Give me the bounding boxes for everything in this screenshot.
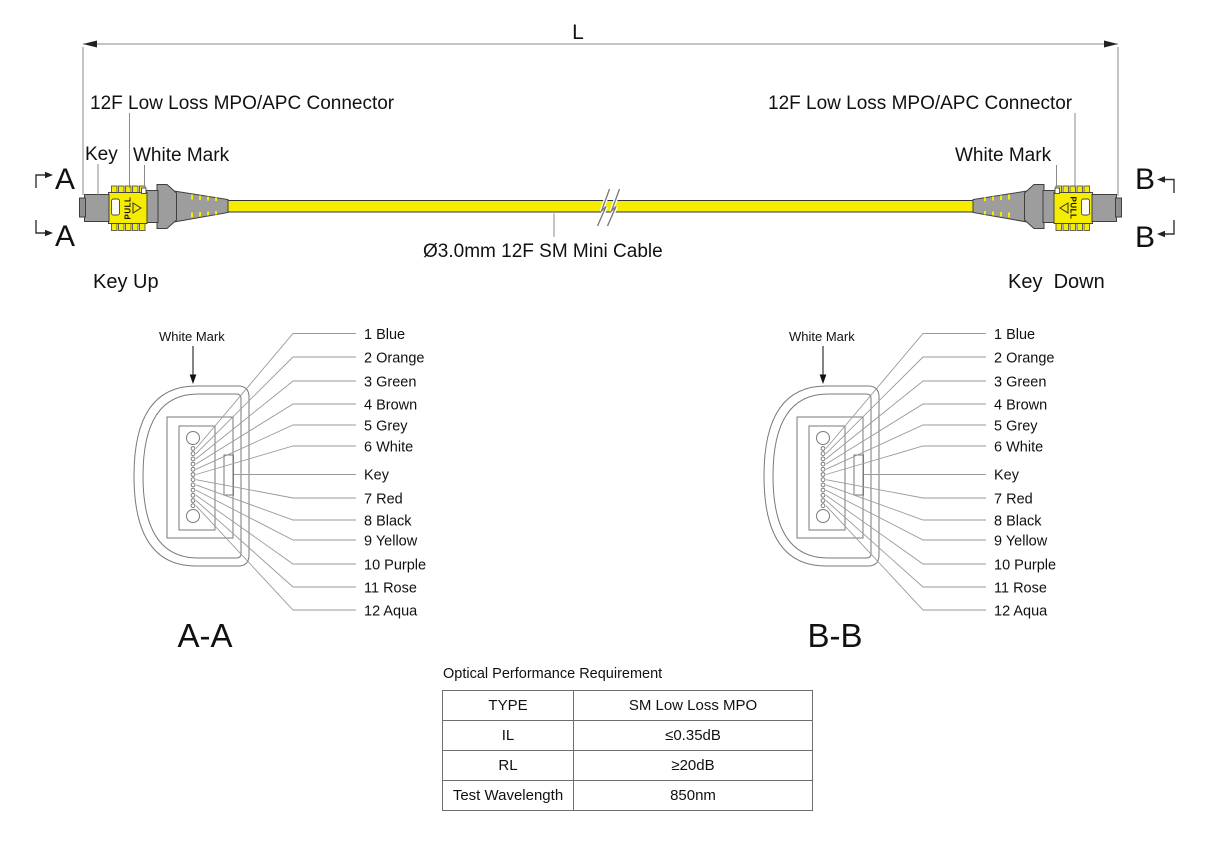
section-letter-a-bottom: A [55,220,76,253]
pinout-label: 5 Grey [364,418,408,435]
pinout-label: 3 Green [364,374,417,391]
neck [146,191,158,223]
performance-table [442,690,813,811]
section-arrow-icon [45,172,53,178]
connector-face [764,386,879,566]
connector-right-label: 12F Low Loss MPO/APC Connector [768,93,1073,114]
pinout-label: 7 Red [994,491,1033,508]
section-arrow-icon [1157,176,1165,182]
orientation-label-left: Key Up [93,271,159,293]
latch-window [112,199,120,215]
key-label-left: Key [85,144,118,165]
pinout-label: 4 Brown [994,397,1048,414]
white-mark-label-b: White Mark [789,329,855,344]
section-letter-b-bottom: B [1135,221,1156,254]
connector-left-label: 12F Low Loss MPO/APC Connector [90,93,395,114]
param-cell: Test Wavelength [443,781,574,811]
table-title: Optical Performance Requirement [443,666,663,682]
cable-label: Ø3.0mm 12F SM Mini Cable [423,241,663,262]
table-row [443,781,813,811]
pinout-label: 7 Red [364,491,403,508]
pinout-label: 8 Black [364,513,412,530]
pinout-label: 5 Grey [994,418,1038,435]
table-row [443,691,813,721]
pinout-label: 10 Purple [994,557,1057,574]
pinout-label: 4 Brown [364,397,418,414]
pinout-label: Key [994,467,1019,484]
section-title-b: B-B [807,617,863,654]
pinout-labels [994,327,1056,620]
guide-pin-hole [187,510,200,523]
dimension-arrow-left-icon [83,41,97,48]
pull-label-right: PULL [1068,196,1078,220]
section-marker-a [36,163,75,253]
white-mark [142,188,147,194]
pinout-label: 12 Aqua [994,603,1048,620]
section-arrow-icon [1157,231,1165,237]
param-cell: RL [443,751,574,781]
value-cell: SM Low Loss MPO [574,691,813,721]
key-slot [854,455,864,495]
pinout-label: 2 Orange [364,350,425,367]
param-cell: TYPE [443,691,574,721]
ferrule-tip [80,198,86,217]
flange [157,185,177,229]
guide-pin-hole [187,432,200,445]
fiber-holes [191,447,195,508]
section-letter-b-top: B [1135,163,1156,196]
section-title-a: A-A [177,617,233,654]
section-letter-a-top: A [55,163,76,196]
table-row [443,721,813,751]
param-cell: IL [443,721,574,751]
pinout-label: 10 Purple [364,557,427,574]
pinout-leaders [826,334,986,611]
white-mark-arrow-icon [820,375,827,385]
section-marker-b [1135,163,1174,254]
pinout-label: 1 Blue [994,327,1036,343]
pinout-label: 9 Yellow [364,533,418,550]
cable [226,189,975,262]
pinout-label: 11 Rose [364,580,417,597]
pinout-leaders [196,334,356,611]
pinout-label: 3 Green [994,374,1047,391]
white-mark-label-right: White Mark [955,145,1052,166]
white-mark-label-a: White Mark [159,329,225,344]
white-mark [1055,188,1060,194]
right-callouts [1057,113,1076,188]
connector-right [973,185,1122,231]
pinout-label: 6 White [364,439,414,456]
section-arrow-icon [45,230,53,236]
value-cell: ≥20dB [574,751,813,781]
pinout-label: 2 Orange [994,350,1055,367]
dimension-label: L [572,21,584,44]
orientation-label-right: Key Down [1008,271,1105,293]
pull-label-left: PULL [123,196,133,220]
pinout-label: 12 Aqua [364,603,418,620]
section-view-b [764,327,1056,654]
guide-pin-hole [817,510,830,523]
pinout-labels [364,327,426,620]
connector-face [134,386,249,566]
pinout-label: 9 Yellow [994,533,1048,550]
section-view-a [134,327,426,654]
fiber-holes [821,447,825,508]
connector-left [80,185,229,231]
pinout-label: Key [364,467,389,484]
value-cell: ≤0.35dB [574,721,813,751]
pinout-label: 1 Blue [364,327,406,343]
white-mark-label-left: White Mark [133,145,230,166]
pinout-label: 8 Black [994,513,1042,530]
ferrule [85,195,110,222]
white-mark-arrow-icon [190,375,197,385]
dimension-arrow-right-icon [1104,41,1118,48]
key-slot [224,455,234,495]
guide-pin-hole [817,432,830,445]
value-cell: 850nm [574,781,813,811]
pinout-label: 11 Rose [994,580,1047,597]
table-row [443,751,813,781]
pinout-label: 6 White [994,439,1044,456]
